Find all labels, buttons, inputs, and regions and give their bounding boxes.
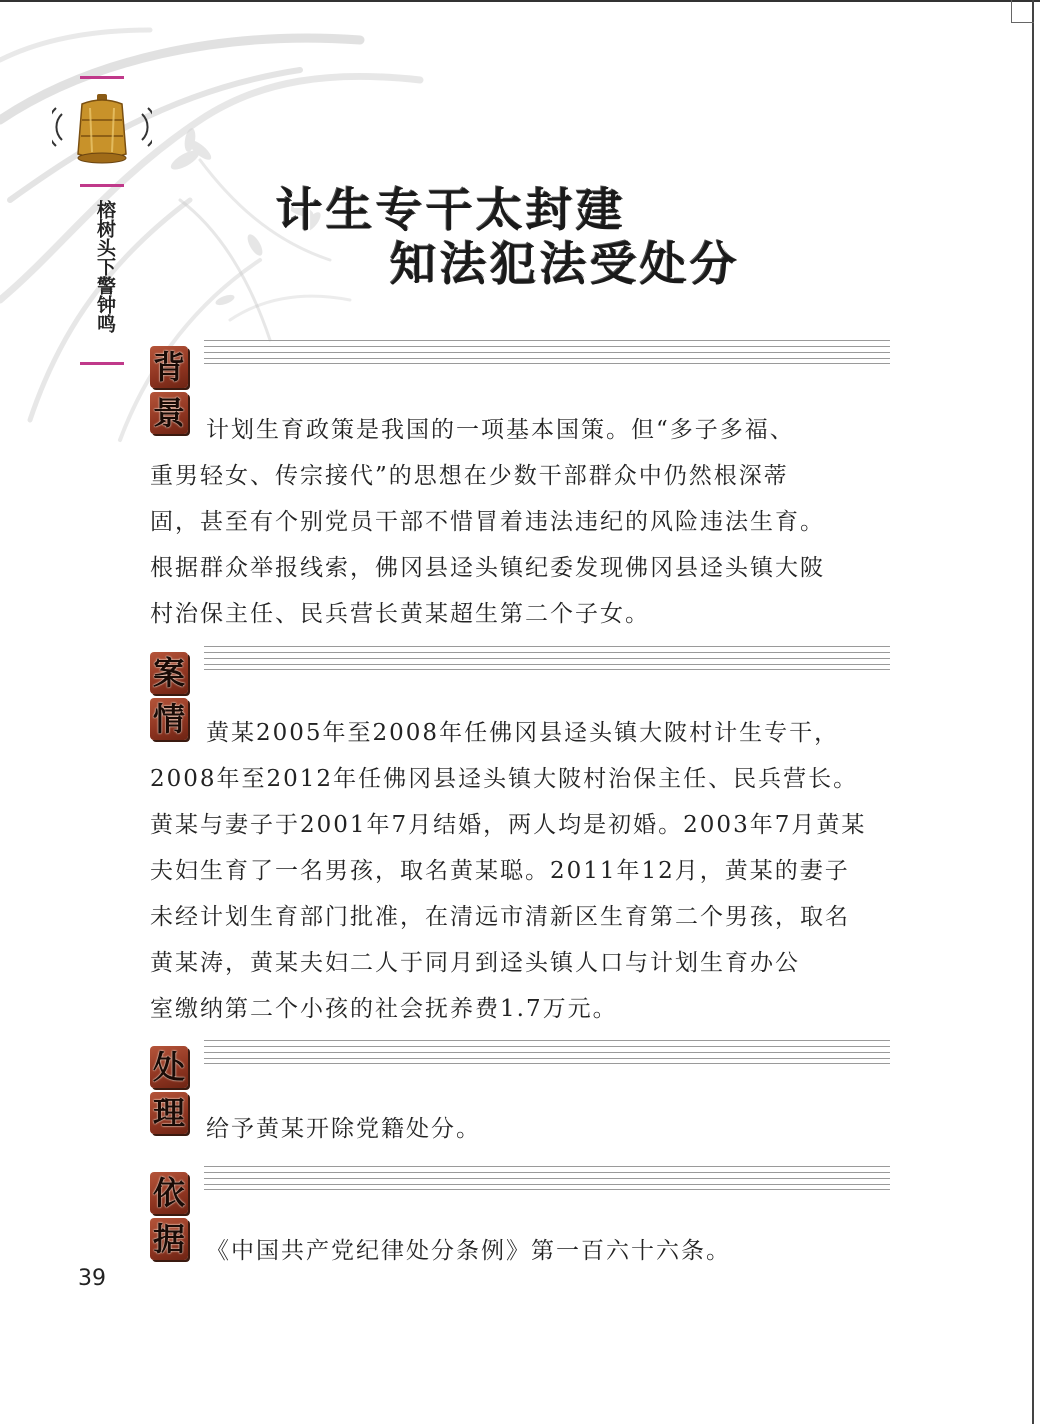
text-line: 黄某2005年至2008年任佛冈县迳头镇大陂村计生专干，: [206, 720, 840, 746]
text-line: 重男轻女、传宗接代”的思想在少数干部群众中仍然根深蒂: [150, 463, 789, 489]
section-divider-background: [204, 340, 890, 364]
running-head-rule-middle: [80, 184, 124, 187]
page-number: 39: [78, 1266, 106, 1291]
badge-char: 依: [150, 1172, 188, 1214]
running-head: 榕树头下警钟鸣: [94, 200, 116, 333]
bell-icon: [52, 92, 152, 172]
running-head-rule-bottom: [80, 362, 124, 365]
badge-char: 案: [150, 652, 188, 694]
section-text-basis: [150, 1228, 890, 1274]
badge-char: 情: [150, 698, 188, 740]
section-divider-basis: [204, 1166, 890, 1190]
badge-char: 背: [150, 346, 188, 388]
text-line: 室缴纳第二个小孩的社会抚养费1.7万元。: [150, 996, 618, 1022]
text-line: 给予黄某开除党籍处分。: [206, 1116, 481, 1142]
badge-char: 据: [150, 1218, 188, 1260]
section-text-case: [150, 710, 890, 1032]
text-line: 村治保主任、民兵营长黄某超生第二个子女。: [150, 601, 650, 627]
running-head-rule-top: [80, 76, 124, 79]
badge-char: 景: [150, 392, 188, 434]
text-line: 根据群众举报线索，佛冈县迳头镇纪委发现佛冈县迳头镇大陂: [150, 555, 825, 581]
section-text-background: [150, 407, 890, 637]
crop-mark: [1011, 0, 1034, 23]
text-line: 黄某涛，黄某夫妇二人于同月到迳头镇人口与计划生育办公: [150, 950, 800, 976]
text-line: 固，甚至有个别党员干部不惜冒着违法违纪的风险违法生育。: [150, 509, 825, 535]
section-divider-case: [204, 646, 890, 670]
section-text-handling: [150, 1106, 890, 1152]
page-border-right: [1032, 0, 1034, 1424]
section-divider-handling: [204, 1040, 890, 1064]
text-line: 《中国共产党纪律处分条例》第一百六十六条。: [206, 1238, 731, 1264]
text-line: 2008年至2012年任佛冈县迳头镇大陂村治保主任、民兵营长。: [150, 766, 859, 792]
text-line: 未经计划生育部门批准，在清远市清新区生育第二个男孩，取名: [150, 904, 850, 930]
badge-char: 处: [150, 1046, 188, 1088]
text-line: 计划生育政策是我国的一项基本国策。但“多子多福、: [206, 417, 795, 443]
title-line-1: 计生专干太封建: [276, 183, 626, 237]
text-line: 夫妇生育了一名男孩，取名黄某聪。2011年12月，黄某的妻子: [150, 858, 850, 884]
text-line: 黄某与妻子于2001年7月结婚，两人均是初婚。2003年7月黄某: [150, 812, 867, 838]
title-line-2: 知法犯法受处分: [390, 237, 740, 291]
badge-char: 理: [150, 1092, 188, 1134]
